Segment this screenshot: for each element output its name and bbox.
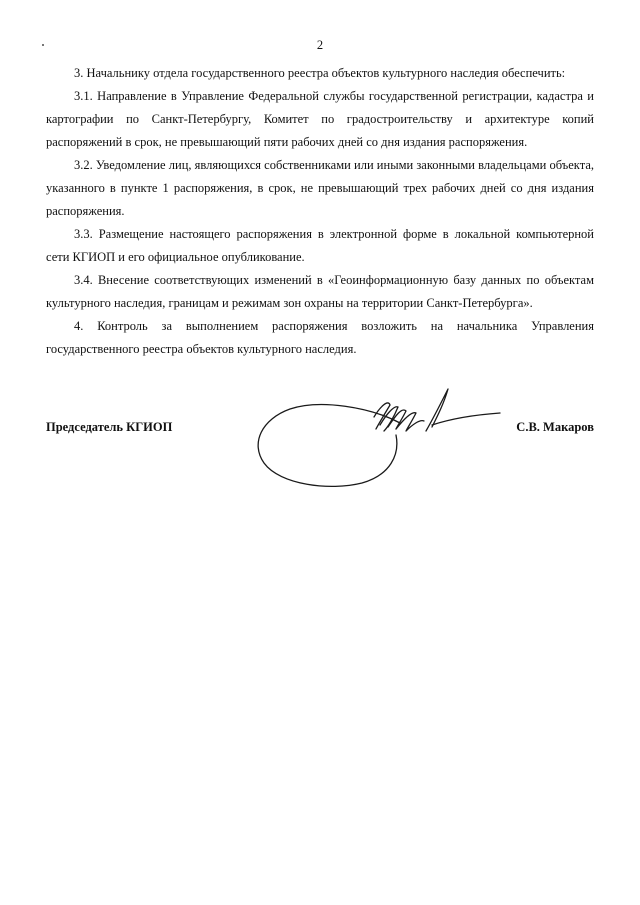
signatory-name: С.В. Макаров [516, 420, 594, 434]
signatory-title: Председатель КГИОП [46, 420, 173, 434]
paragraph-4: 4. Контроль за выполнением распоряжения возложить на начальника Управления государственного реестра объектов культурного наследия. [46, 319, 594, 356]
paragraph-3-1: 3.1. Направление в Управление Федеральной службы государственной регистрации, кадастра и картографии по Санкт-Петербургу, Комитет по градостроительству и архитектуре копий распоряжений в срок, не превышающий пяти рабочих дней со дня издания распоряжения. [46, 89, 594, 149]
page-number: 2 [316, 38, 324, 52]
document-body [46, 62, 594, 361]
paragraph-3-4: 3.4. Внесение соответствующих изменений в «Геоинформационную базу данных по объектам культурного наследия, границам и режимам зон охраны на территории Санкт-Петербурга». [46, 273, 594, 310]
signature-block [46, 420, 594, 444]
paragraph-3: 3. Начальнику отдела государственного реестра объектов культурного наследия обеспечить: [74, 66, 566, 80]
paragraph-3-3: 3.3. Размещение настоящего распоряжения в электронной форме в локальной компьютерной сети КГИОП и его официальное опубликование. [46, 227, 594, 264]
paragraph-3-2: 3.2. Уведомление лиц, являющихся собственниками или иными законными владельцами объекта, указанного в пункте 1 распоряжения, в срок, не превышающий трех рабочих дней со дня издания распоряжения. [46, 158, 594, 218]
